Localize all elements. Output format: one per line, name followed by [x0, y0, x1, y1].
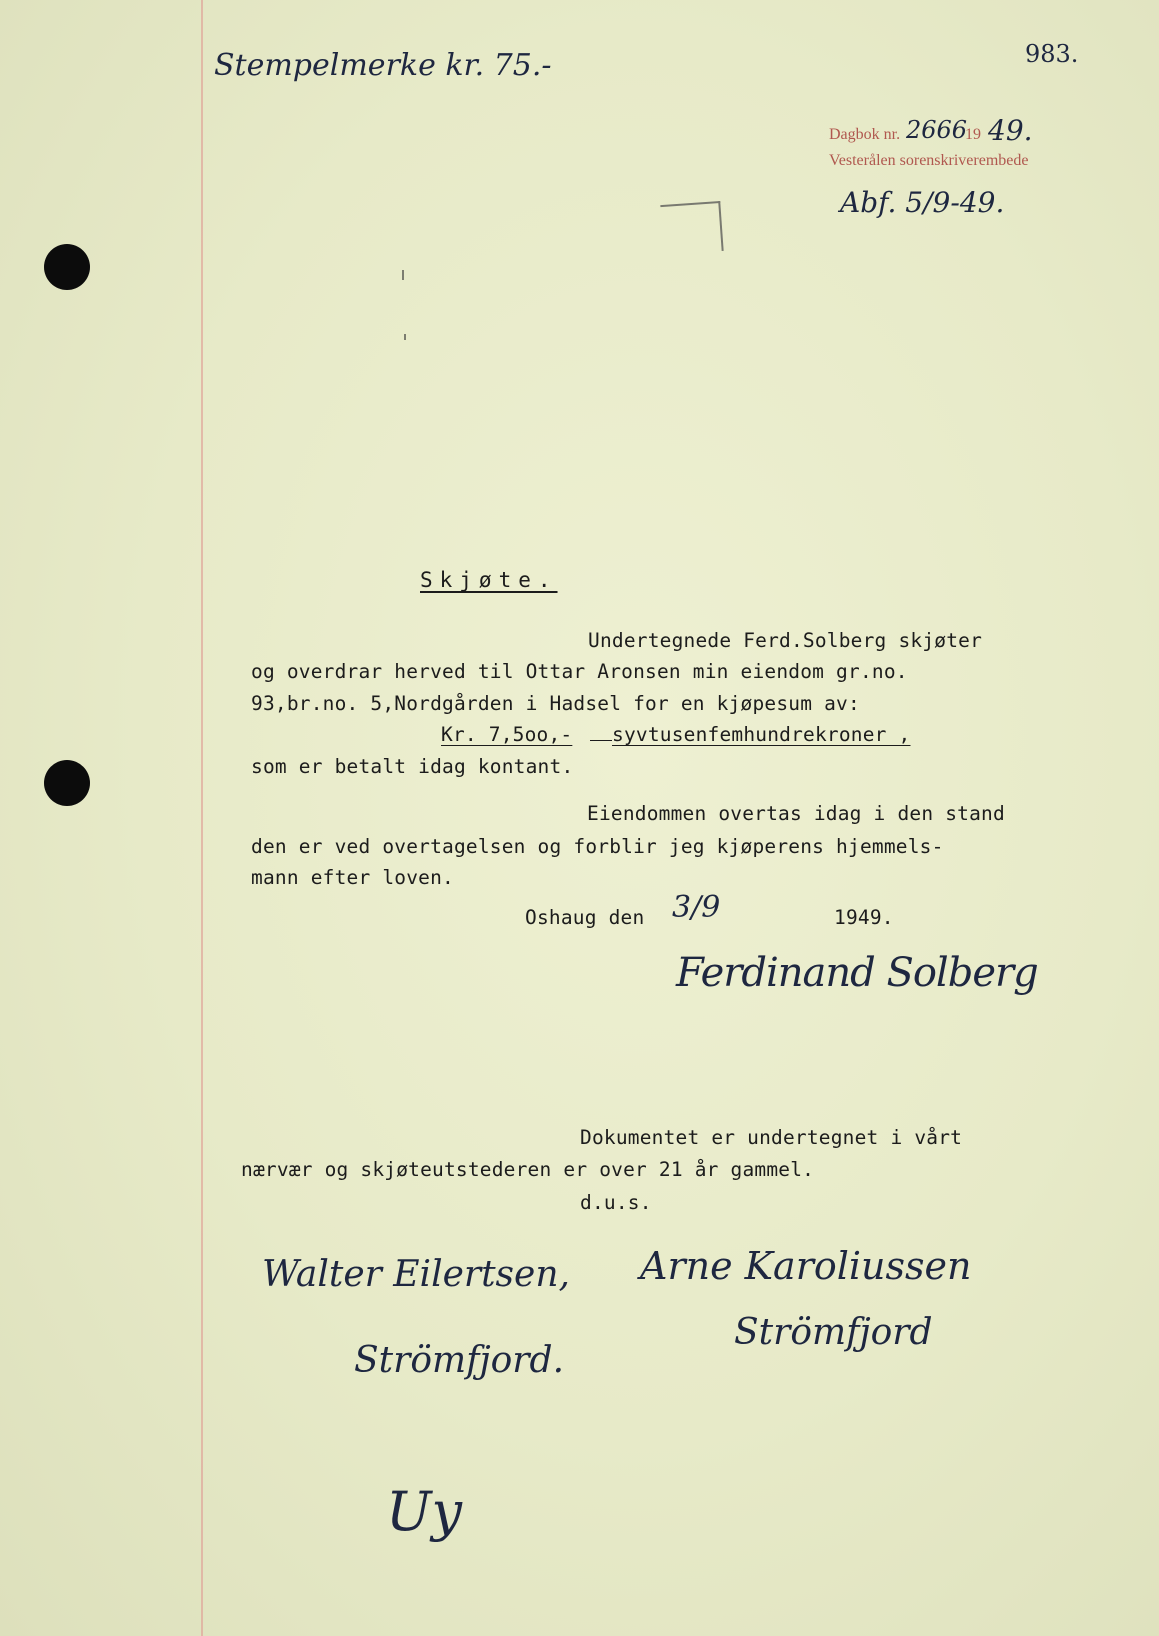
deed-line: mann efter loven. [251, 866, 454, 889]
stamp-year-prefix: 19 [965, 126, 981, 143]
witness1-signature: Walter Eilertsen, [262, 1254, 570, 1295]
deed-year: 1949. [834, 906, 894, 929]
deed-line: Undertegnede Ferd.Solberg skjøter [588, 629, 983, 652]
page-number: 983. [1025, 40, 1079, 68]
witness-line: nærvær og skjøteutstederen er over 21 år gammel. [241, 1158, 815, 1181]
place-date-prefix: Oshaug den [525, 906, 645, 929]
witness-line: d.u.s. [580, 1191, 652, 1214]
diary-number: 2666 [906, 116, 968, 144]
deed-line: 93,br.no. 5,Nordgården i Hadsel for en kjøpesum av: [251, 692, 860, 715]
stray-mark [404, 334, 406, 340]
witness1-place: Strömfjord. [354, 1340, 565, 1381]
pencil-mark [660, 201, 723, 255]
witness2-place: Strömfjord [734, 1312, 933, 1353]
price-dash [590, 720, 612, 741]
stamp-diary-label: Dagbok nr. [829, 126, 901, 143]
stamp-duty-note: Stempelmerke kr. 75.- [214, 48, 552, 83]
price-words: syvtusenfemhundrekroner , [612, 723, 911, 746]
margin-rule [201, 0, 203, 1636]
price-amount: Kr. 7,5oo,- [441, 723, 573, 746]
seller-signature: Ferdinand Solberg [676, 950, 1038, 996]
stamp-year: 49. [988, 114, 1033, 147]
witness-line: Dokumentet er undertegnet i vårt [580, 1126, 963, 1149]
stamp-office: Vesterålen sorenskriverembede [829, 152, 1029, 169]
deed-line: Eiendommen overtas idag i den stand [587, 802, 1005, 825]
deed-title: Skjøte. [420, 568, 558, 592]
registered-note: Abf. 5/9-49. [840, 186, 1005, 219]
handwritten-date: 3/9 [672, 890, 721, 925]
deed-line: den er ved overtagelsen og forblir jeg kjøperens hjemmels- [251, 835, 944, 858]
punch-hole [44, 244, 90, 290]
witness2-signature: Arne Karoliussen [640, 1244, 972, 1288]
deed-line: som er betalt idag kontant. [251, 755, 574, 778]
punch-hole [44, 760, 90, 806]
deed-line: og overdrar herved til Ottar Aronsen min eiendom gr.no. [251, 660, 908, 683]
stray-mark [402, 270, 404, 280]
initials-mark: Uy [386, 1480, 463, 1543]
